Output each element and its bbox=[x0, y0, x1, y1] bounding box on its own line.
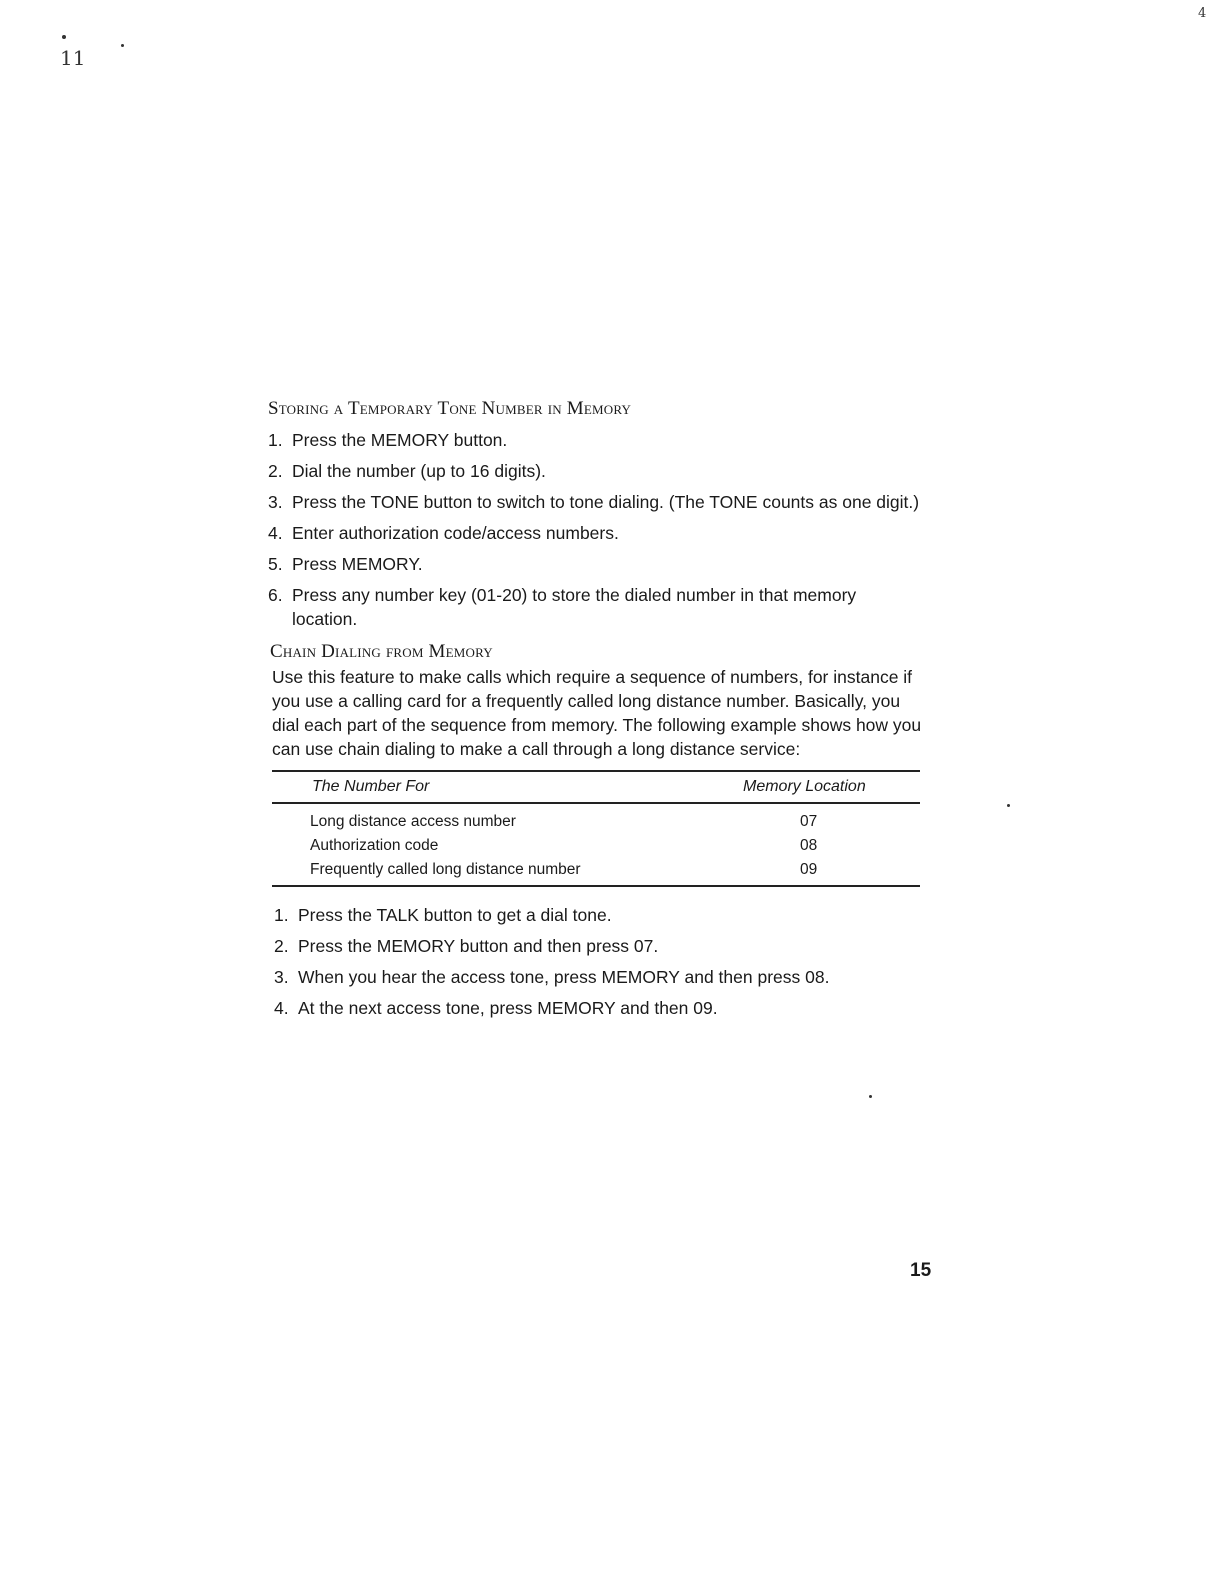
page-corner-mark-left: 11 bbox=[60, 46, 86, 70]
cell-number-for: Frequently called long distance number bbox=[310, 861, 581, 878]
step-text: Press MEMORY. bbox=[292, 554, 423, 574]
list-item bbox=[268, 459, 923, 483]
cell-number-for: Long distance access number bbox=[310, 813, 516, 830]
step-number: 1. bbox=[268, 430, 283, 450]
table-row bbox=[272, 834, 920, 858]
step-text: Dial the number (up to 16 digits). bbox=[292, 461, 546, 481]
step-text: Press the TONE button to switch to tone dialing. (The TONE counts as one digit.) bbox=[292, 492, 920, 512]
table-header bbox=[272, 772, 920, 804]
list-item bbox=[268, 934, 923, 958]
section-title-chain-dialing: Chain Dialing from Memory bbox=[270, 641, 493, 662]
list-item bbox=[268, 996, 923, 1020]
memory-location-table bbox=[272, 770, 920, 887]
step-number: 5. bbox=[268, 554, 283, 574]
scan-speck bbox=[869, 1095, 872, 1098]
step-text: Enter authorization code/access numbers. bbox=[292, 523, 619, 543]
step-number: 3. bbox=[268, 492, 283, 512]
cell-number-for: Authorization code bbox=[310, 837, 439, 854]
step-number: 2. bbox=[268, 461, 283, 481]
table-row bbox=[272, 858, 920, 882]
list-item bbox=[268, 490, 923, 514]
scan-speck bbox=[121, 44, 124, 47]
step-number: 4. bbox=[268, 523, 283, 543]
table-row bbox=[272, 810, 920, 834]
step-number: 6. bbox=[268, 585, 283, 605]
scan-speck bbox=[62, 35, 66, 39]
step-text: Press the MEMORY button and then press 07. bbox=[298, 936, 659, 956]
list-item bbox=[268, 552, 923, 576]
steps-list-chain-dialing bbox=[268, 903, 923, 1020]
cell-memory-location: 08 bbox=[800, 837, 818, 854]
step-number: 1. bbox=[274, 905, 289, 925]
step-text: At the next access tone, press MEMORY and then 09. bbox=[298, 998, 718, 1018]
section-title-storing: Storing a Temporary Tone Number in Memory bbox=[268, 398, 632, 419]
list-item bbox=[268, 428, 923, 452]
page-corner-mark-right: 4 bbox=[1198, 6, 1207, 21]
table-body bbox=[272, 804, 920, 885]
list-item bbox=[268, 965, 923, 989]
column-header-memory-location: Memory Location bbox=[743, 778, 866, 795]
scan-speck bbox=[1007, 804, 1010, 807]
list-item bbox=[268, 521, 923, 545]
step-text: Press the TALK button to get a dial tone. bbox=[298, 905, 612, 925]
steps-list-storing bbox=[268, 428, 923, 631]
page-content bbox=[268, 398, 923, 1027]
step-text: Press the MEMORY button. bbox=[292, 430, 508, 450]
step-text: When you hear the access tone, press MEMORY and then press 08. bbox=[298, 967, 830, 987]
cell-memory-location: 09 bbox=[800, 861, 818, 878]
step-number: 2. bbox=[274, 936, 289, 956]
step-number: 3. bbox=[274, 967, 289, 987]
section-body-chain-dialing: Use this feature to make calls which require a sequence of numbers, for instance if you use a calling card for a frequently called long distance number. Basically, you dial each part of the sequence from memory. The following example shows how you can use chain dialing to make a call through a long distance service: bbox=[272, 667, 922, 759]
list-item bbox=[268, 903, 923, 927]
cell-memory-location: 07 bbox=[800, 813, 818, 830]
list-item bbox=[268, 583, 923, 631]
step-text: Press any number key (01-20) to store the dialed number in that memory location. bbox=[292, 585, 857, 629]
column-header-number-for: The Number For bbox=[312, 778, 430, 795]
step-number: 4. bbox=[274, 998, 289, 1018]
page-number: 15 bbox=[910, 1260, 932, 1281]
